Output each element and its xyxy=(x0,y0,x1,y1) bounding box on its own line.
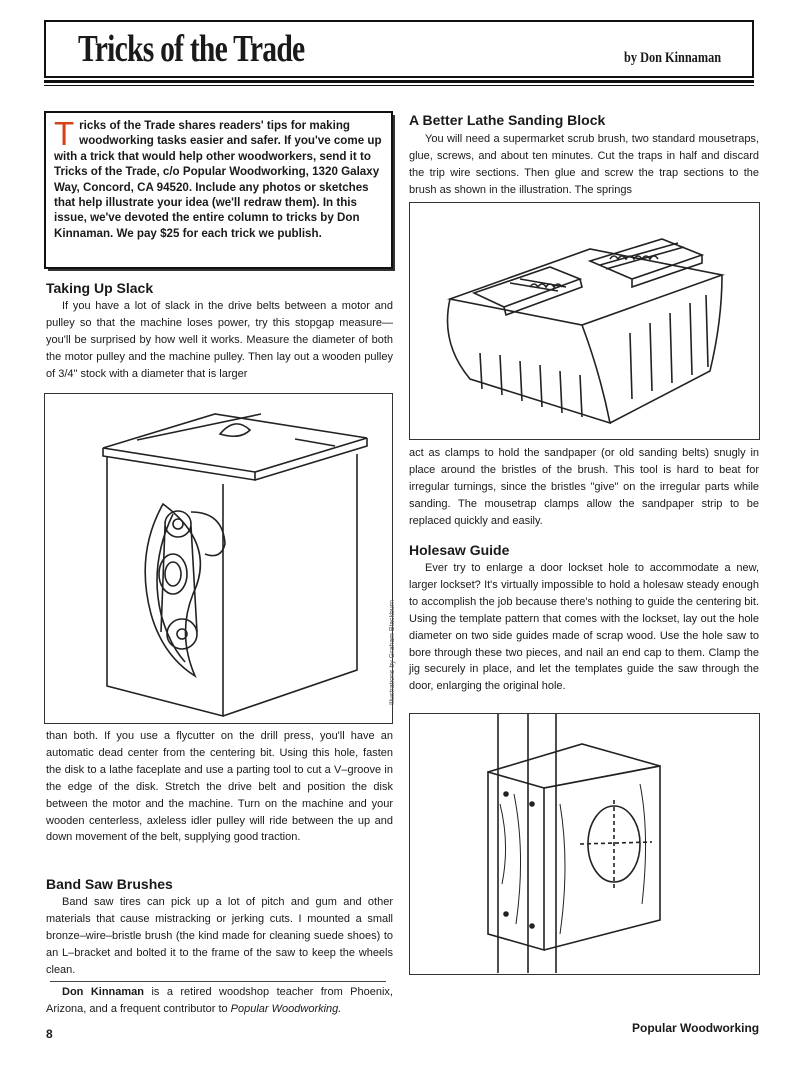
byline: by Don Kinnaman xyxy=(624,50,722,66)
header-rule-thin xyxy=(44,85,754,86)
bio-rule xyxy=(50,981,386,982)
bio-name: Don Kinnaman xyxy=(62,986,144,998)
taking-up-slack-para1: If you have a lot of slack in the drive belts between a motor and pulley so that the machine loses power, try this stopgap measure—you'll be surprised by how well it works. Measure the diameter of both the motor pulley and the machine pulley. Then lay out a wooden pulley of 3/4" stock with a diameter that is larger xyxy=(46,300,393,380)
lathe-block-para2: act as clamps to hold the sandpaper (or old sanding belts) snugly in place around the bristles of the brush. This tool is hard to beat for irregular turnings, since the bristles "give" on the irregular parts while sanding. The mousetrap clamps allow the sandpaper strip to be replaced quickly and easily. xyxy=(409,447,759,527)
author-bio xyxy=(46,984,393,1018)
lathe-block-heading: A Better Lathe Sanding Block xyxy=(409,112,606,128)
intro-text: ricks of the Trade shares readers' tips for making woodworking tasks easier and safer. If you've come up with a trick that would help other woodworkers, send it to Tricks of the Trade, c/o Popular Woodworking, 1320 Galaxy Way, Concord, CA 94520. Include any photos or sketches that help illustrate your idea (we'll redraw them). In this issue, we've devoted the entire column to tricks by Don Kinnaman. We pay $25 for each trick we publish. xyxy=(54,119,382,240)
illustration-credit: Illustrations by Graham Blackburn xyxy=(389,599,396,705)
holesaw-guide-illustration xyxy=(409,713,760,975)
page-title: Tricks of the Trade xyxy=(78,28,305,70)
page-number: 8 xyxy=(46,1027,53,1041)
taking-up-slack-heading: Taking Up Slack xyxy=(46,280,154,296)
header-rule xyxy=(44,80,754,83)
intro-dropcap: T xyxy=(54,115,75,152)
sanding-block-drawing xyxy=(410,203,758,438)
lathe-block-para1: You will need a supermarket scrub brush, two standard mousetraps, glue, screws, and about ten minutes. Cut the traps in half and discard the trip wire sections. Then glue and screw the trap sections to the brush as shown in the illustration. The springs xyxy=(409,133,759,196)
sanding-block-illustration xyxy=(409,202,760,440)
table-saw-illustration xyxy=(44,393,393,724)
bio-text: is a retired woodshop teacher from Phoenix, Arizona, and a frequent contributor to xyxy=(46,986,393,1015)
intro-box xyxy=(44,111,393,269)
taking-up-slack-para2: than both. If you use a flycutter on the drill press, you'll have an automatic dead center from the centering bit. Using this hole, fasten the disk to a lathe faceplate and use a parting tool to cut a V–groove in the edge of the disk. Stretch the drive belt and position the disk between the motor and the machine. Turn on the machine and your wooden centerless, axleless idler pulley will ride between the up and down movement of the belt, supplying good traction. xyxy=(46,730,393,844)
band-saw-brushes-para: Band saw tires can pick up a lot of pitch and gum and other materials that cause mistracking or jerking cuts. I mounted a small bronze–wire–bristle brush (the kind made for cleaning suede shoes) to an L–bracket and bolted it to the frame of the saw to keep the wheels clean. xyxy=(46,896,393,976)
table-saw-drawing xyxy=(45,394,391,722)
holesaw-para: Ever try to enlarge a door lockset hole to accommodate a new, larger lockset? It's virtually impossible to hold a holesaw steady enough to accomplish the job because there's nothing to guide the centering bit. Using the template pattern that comes with the lockset, lay out the hole diameter on two side guides made of scrap wood. Use the hole saw to bore through these two pieces, and nail an end cap to them. Clamp the jig securely in place, and let the templates guide the saw through the door, enlarging the original hole. xyxy=(409,562,759,693)
holesaw-guide-drawing xyxy=(410,714,758,973)
band-saw-brushes-heading: Band Saw Brushes xyxy=(46,876,173,892)
magazine-name: Popular Woodworking xyxy=(632,1021,760,1035)
bio-magazine: Popular Woodworking. xyxy=(230,1002,342,1015)
holesaw-heading: Holesaw Guide xyxy=(409,542,510,558)
